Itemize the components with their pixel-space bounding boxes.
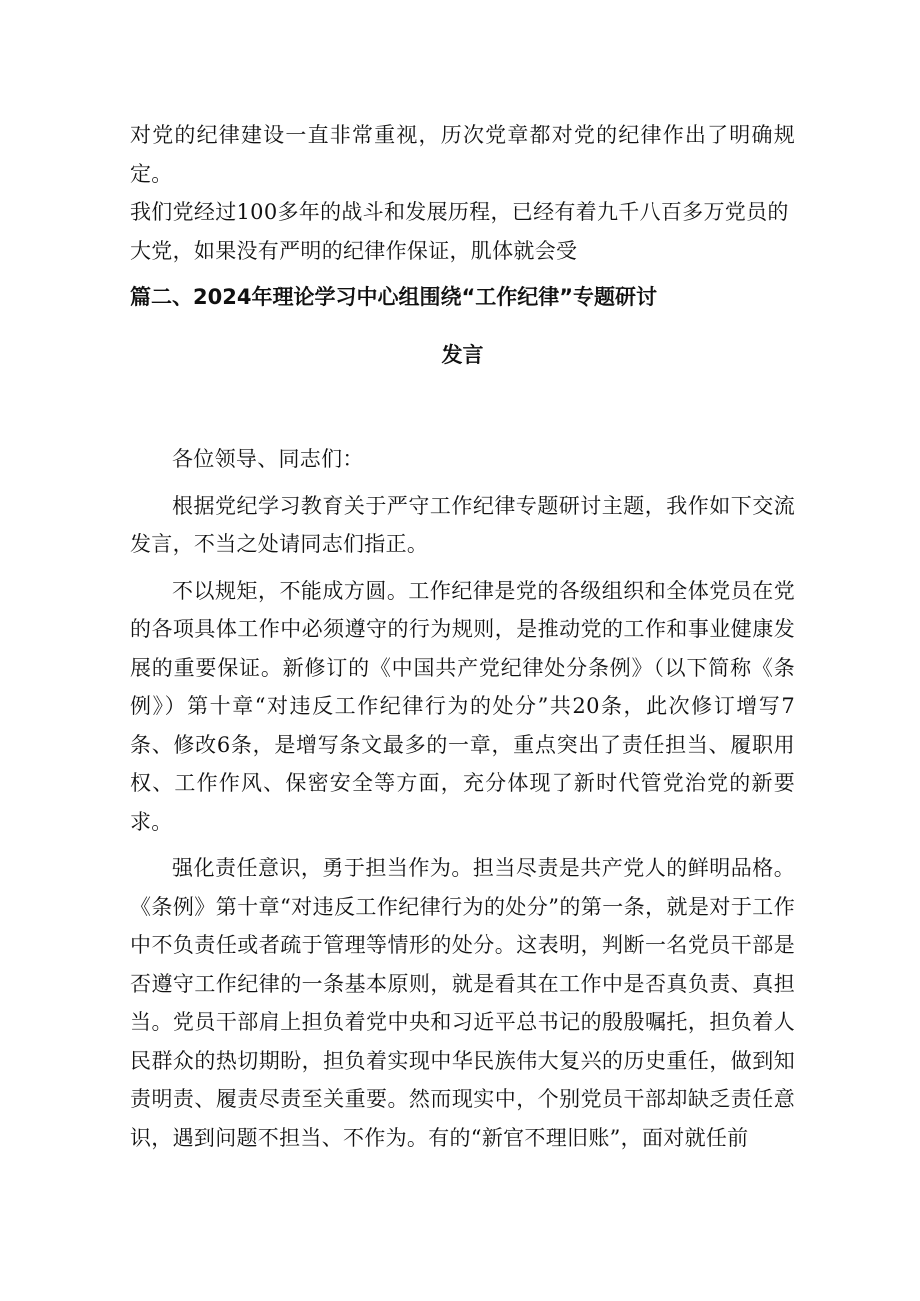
fragment-line-3: 大党，如果没有严明的纪律作保证，肌体就会受 [130,238,578,263]
paragraph-responsibility: 强化责任意识，勇于担当作为。担当尽责是共产党人的鲜明品格。《条例》第十章“对违反工作纪律行为的处分”的第一条，就是对于工作中不负责任或者疏于管理等情形的处分。这表明，判断一名党员干部是否遵守工作纪律的一条基本原则，就是看其在工作中是否真负责、真担当。党员干部肩上担负着党中央和习近平总书记的殷殷嘱托，担负着人民群众的热切期盼，担负着实现中华民族伟大复兴的历史重任，做到知责明责、履责尽责至关重要。然而现实中，个别党员干部却缺乏责任意识，遇到问题不担当、不作为。有的“新官不理旧账”，面对就任前 [130,856,795,1150]
salutation: 各位领导、同志们： [172,447,364,471]
fragment-line-2: 我们党经过100多年的战斗和发展历程，已经有着九千八百多万党员的 [130,200,789,224]
previous-section-fragment [130,116,795,270]
section-title: 篇二、2024年理论学习中心组围绕“工作纪律”专题研讨 [130,285,658,309]
fragment-line-1: 对党的纪律建设一直非常重视，历次党章都对党的纪律作出了明确规定。 [130,123,795,186]
speech-body [130,440,795,1157]
section-title-continued: 发言 [441,343,484,367]
paragraph-discipline-overview: 不以规矩，不能成方圆。工作纪律是党的各级组织和全体党员在党的各项具体工作中必须遵守的行为规则，是推动党的工作和事业健康发展的重要保证。新修订的《中国共产党纪律处分条例》（以下简称《条例》）第十章“对违反工作纪律行为的处分”共20条，此次修订增写7条、修改6条，是增写条文最多的一章，重点突出了责任担当、履职用权、工作作风、保密安全等方面，充分体现了新时代管党治党的新要求。 [130,578,795,834]
paragraph-intro: 根据党纪学习教育关于严守工作纪律专题研讨主题，我作如下交流发言，不当之处请同志们指正。 [130,493,795,556]
